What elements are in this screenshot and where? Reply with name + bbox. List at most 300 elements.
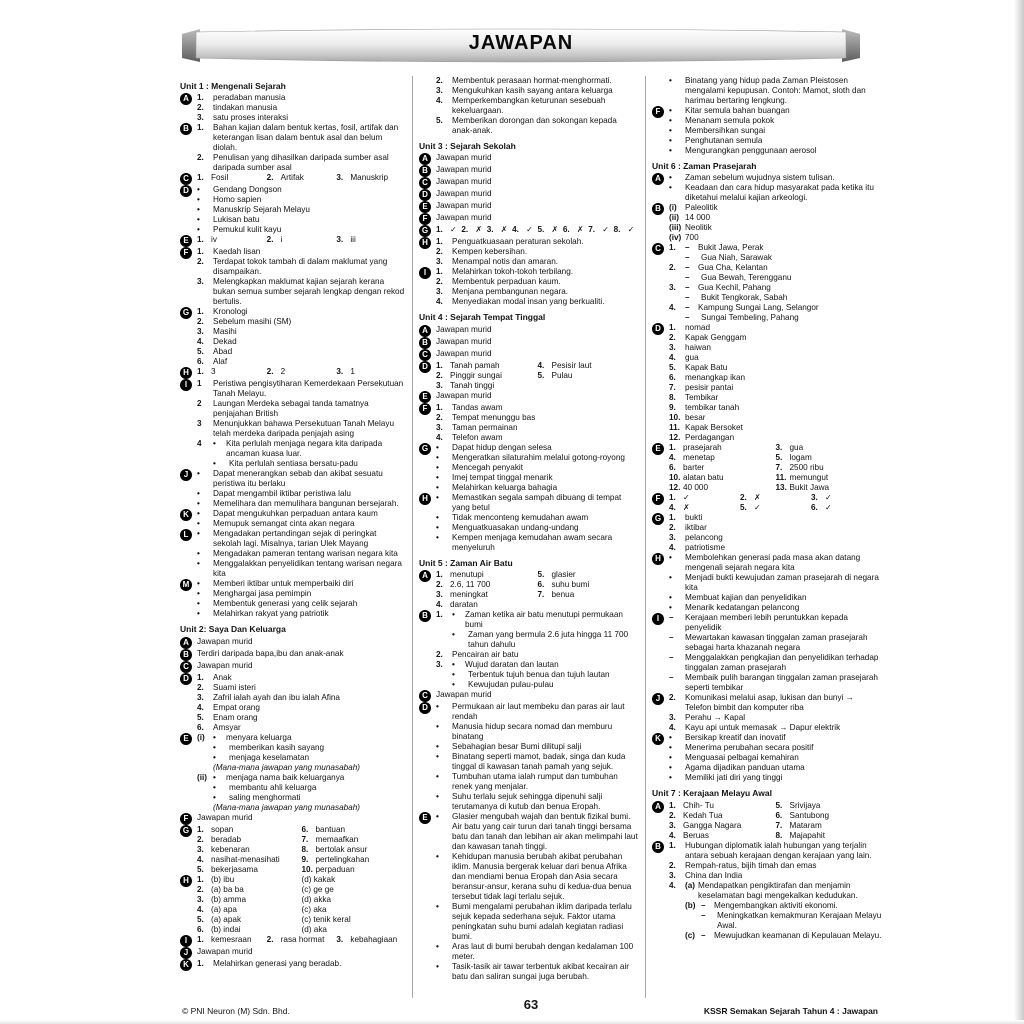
block-content — [436, 76, 639, 136]
line-marker: • — [197, 499, 200, 509]
line-marker: 7. — [537, 590, 545, 600]
answer-line — [436, 297, 639, 307]
answer-text: Mewartakan kawasan tinggalan zaman prasejarah sebagai harta khazanah negara — [685, 633, 868, 653]
line-marker: 6. — [562, 225, 570, 235]
line-marker: • — [436, 472, 439, 482]
answer-line — [197, 549, 406, 559]
continuation-block — [652, 76, 882, 106]
answer-line — [436, 96, 639, 116]
answer-text: Gua Bewah, Terengganu — [701, 273, 792, 283]
answer-text: Fosil — [211, 173, 229, 183]
line-marker: 2. — [669, 693, 676, 703]
answer-line — [436, 610, 639, 630]
answer-text: ✓ — [627, 225, 635, 235]
answer-block-H — [180, 875, 406, 935]
answer-block-B — [419, 337, 639, 349]
answer-text: menangkap ikan — [685, 373, 746, 383]
answer-cell — [197, 845, 302, 855]
answer-line — [197, 637, 406, 647]
letter-badge-A: A — [652, 801, 664, 813]
answer-line — [436, 702, 639, 722]
answer-line — [197, 357, 406, 367]
line-marker: • — [669, 116, 672, 125]
answer-text: rasa hormat — [280, 934, 325, 944]
line-marker: 1. — [436, 402, 443, 412]
block-content — [436, 403, 639, 443]
answer-cell — [302, 905, 407, 915]
answer-cell — [669, 463, 776, 473]
answer-line — [669, 403, 882, 413]
line-marker: 5. — [775, 800, 783, 810]
line-submarker: – — [685, 303, 690, 313]
unit-heading: Unit 4 : Sejarah Tempat Tinggal — [419, 312, 546, 323]
letter-badge-E: E — [419, 391, 431, 403]
answer-line — [436, 413, 639, 423]
answer-line — [197, 529, 406, 549]
line-marker: • — [436, 512, 439, 522]
answer-cell — [740, 503, 811, 513]
answer-text: Sebahagian besar Bumi dilitupi salji — [452, 742, 582, 752]
answer-block-B — [180, 123, 406, 173]
answer-text: Memiliki jati diri yang tinggi — [685, 773, 783, 783]
answer-text: patriotisme — [685, 543, 726, 553]
unit-heading: Unit 5 : Zaman Air Batu — [419, 557, 513, 568]
answer-text: prasejarah — [683, 443, 722, 453]
block-content — [197, 235, 406, 245]
answer-text: Tanah pamah — [450, 360, 500, 370]
answer-cell — [302, 885, 407, 895]
answer-cell — [669, 473, 776, 483]
answer-text: (c) aka — [301, 904, 327, 914]
answer-text: barter — [683, 463, 705, 473]
answer-text: (d) aka — [301, 924, 327, 934]
answer-text: Mendapatkan pengiktirafan dan menjamin keselamatan bagi mengekalkan kedudukan. — [698, 880, 858, 900]
answer-cell — [197, 367, 267, 377]
answer-line — [436, 189, 639, 199]
answer-text: Manuskrip Sejarah Melayu — [213, 205, 310, 215]
answer-text: (Mana-mana jawapan yang munasabah) — [213, 802, 361, 812]
line-submarker: • — [452, 660, 455, 670]
block-content — [436, 177, 639, 187]
answer-text: Tembikar — [685, 393, 719, 403]
answer-text: Kehidupan manusia berubah akibat perubahan iklim. Manusia bergerak keluar dari benua Afrika dan mendiami benua Eropah dan Asia secara beransur-ansur, kerana suhu di kedua-dua benua tersebut tidak lagi terlalu sejuk. — [452, 852, 632, 902]
letter-badge-B: B — [652, 203, 664, 215]
letter-badge-F: F — [419, 213, 431, 225]
answer-cell — [740, 493, 811, 503]
line-marker: 3. — [775, 443, 783, 453]
block-content — [669, 613, 882, 693]
answer-line — [669, 523, 882, 533]
answer-line — [669, 573, 882, 593]
block-content — [669, 553, 882, 613]
answer-text: Tandas awam — [452, 402, 503, 412]
line-marker: 2. — [436, 412, 443, 422]
answer-line — [436, 812, 639, 852]
line-marker: – — [685, 273, 690, 283]
line-marker: 8. — [301, 844, 309, 854]
line-marker: 2. — [197, 682, 204, 692]
answer-line — [669, 831, 882, 841]
answer-block-H — [652, 553, 882, 613]
line-marker: • — [436, 772, 439, 782]
line-marker: 1. — [197, 247, 204, 257]
letter-badge-I: I — [419, 267, 431, 279]
answer-text: Mataram — [789, 820, 822, 830]
answer-text: 14 000 — [685, 213, 711, 223]
answer-text: Jawapan murid — [436, 153, 492, 163]
line-marker: 2. — [436, 277, 443, 287]
answer-text: Bumi mengalami perubahan iklim daripada terlalu sejuk kepada sederhana sejuk. Faktor utama peningkatan suhu bumi adalah kegiatan radiasi bumi. — [452, 902, 632, 942]
answer-block-G — [419, 225, 639, 237]
answer-block-B — [419, 165, 639, 177]
block-content — [197, 469, 406, 509]
answer-text: 2 — [280, 367, 286, 377]
answer-text: Mewujudkan keamanan di Kepulauan Melayu. — [714, 930, 882, 940]
answer-line — [197, 743, 406, 753]
line-marker: 5. — [537, 370, 545, 380]
answer-text: Melahirkan tokoh-tokoh terbilang. — [452, 267, 574, 277]
answer-block-K — [652, 733, 882, 783]
line-marker: 3. — [811, 493, 818, 503]
answer-line — [197, 225, 406, 235]
answer-block-J — [180, 947, 406, 959]
answer-text: Mengadakan pameran tentang warisan negara kita — [213, 549, 398, 559]
letter-badge-K: K — [180, 959, 192, 971]
answer-text: Memberikan dorongan dan sokongan kepada anak-anak. — [452, 116, 617, 135]
block-content — [197, 579, 406, 619]
line-marker: 7. — [775, 463, 783, 473]
answer-line — [197, 733, 406, 743]
answer-block-C — [419, 349, 639, 361]
answer-cell — [776, 463, 883, 473]
answer-block-G — [180, 307, 406, 367]
letter-badge-D: D — [419, 189, 431, 201]
line-marker: 3. — [436, 380, 443, 390]
answer-block-C — [419, 690, 639, 702]
line-marker: 10. — [301, 864, 313, 874]
answer-text: Penguatkuasaan peraturan sekolah. — [452, 237, 584, 247]
answer-block-D — [180, 673, 406, 733]
letter-badge-E: E — [419, 201, 431, 213]
answer-cell — [197, 935, 267, 945]
answer-text: Binatang yang hidup pada Zaman Pleistosen mengalami kepupusan. Contoh: Mamot, sloth dan harimau bertaring lengkung. — [685, 76, 866, 105]
line-marker: (c) — [685, 930, 696, 940]
answer-line — [197, 661, 406, 671]
block-content — [436, 325, 639, 335]
line-marker: • — [436, 902, 439, 912]
answer-block-D — [180, 185, 406, 235]
answer-text: peradaban manusia — [213, 93, 286, 103]
line-marker: 3. — [197, 844, 204, 854]
answer-line — [197, 439, 406, 459]
answer-cell — [538, 580, 640, 590]
answer-text: kemesraan — [211, 934, 252, 944]
answer-text: ✗ — [683, 503, 690, 513]
answer-text: Menghargai jasa pemimpin — [213, 589, 312, 599]
line-marker: 3. — [669, 343, 676, 353]
letter-badge-C: C — [419, 349, 431, 361]
answer-text: (a) apa — [211, 904, 237, 914]
answer-block-D — [652, 323, 882, 443]
line-marker: 7. — [775, 820, 783, 830]
block-content — [197, 935, 406, 945]
answer-line — [436, 902, 639, 942]
answer-line — [436, 670, 639, 680]
answer-line — [669, 881, 882, 901]
block-content — [436, 267, 639, 307]
line-submarker: • — [213, 732, 216, 742]
line-marker: (ii) — [197, 772, 208, 782]
line-marker: 1. — [197, 173, 204, 183]
line-marker: 3. — [436, 287, 443, 297]
answer-cell — [776, 811, 883, 821]
answer-text: Binatang seperti mamot, badak, singa dan kuda tinggal di kawasan tanah pamah yang sejuk. — [452, 752, 626, 772]
answer-text: bertolak ansur — [315, 844, 368, 854]
answer-text: memungut — [789, 473, 829, 483]
answer-text: Jawapan murid — [436, 324, 492, 334]
answer-text: Gua Kechil, Pahang — [698, 283, 771, 293]
answer-text: ✓ — [825, 503, 832, 513]
answer-line — [669, 203, 882, 213]
line-marker: 2. — [436, 370, 443, 380]
line-marker: – — [669, 673, 674, 683]
answer-cell — [811, 493, 882, 503]
letter-badge-B: B — [419, 165, 431, 177]
block-content — [197, 673, 406, 733]
answer-text: haiwan — [685, 343, 711, 353]
answer-text: ✓ — [526, 225, 533, 235]
line-marker: 5. — [436, 116, 443, 125]
answer-text: 40 000 — [683, 483, 709, 493]
answer-block-E — [419, 812, 639, 982]
line-marker: 5. — [197, 347, 204, 357]
answer-text: Dekad — [213, 337, 237, 347]
line-marker: 1. — [669, 800, 676, 810]
letter-badge-D: D — [419, 702, 431, 714]
answer-text: menutupi — [450, 570, 484, 580]
answer-text: 2500 ribu — [789, 463, 824, 473]
line-marker: 3. — [197, 692, 204, 702]
line-marker: 3. — [197, 894, 204, 904]
answer-line — [436, 381, 639, 391]
line-submarker: • — [452, 610, 455, 620]
line-marker: 1. — [197, 958, 204, 968]
answer-block-L — [180, 529, 406, 579]
answer-text: nomad — [685, 323, 711, 333]
line-marker: • — [436, 522, 439, 532]
block-content — [669, 106, 882, 156]
line-marker: 3. — [436, 257, 443, 267]
line-marker: • — [669, 126, 672, 135]
answer-text: memaafkan — [315, 834, 359, 844]
answer-line — [669, 463, 882, 473]
answer-text: Suami isteri — [213, 682, 256, 692]
answer-text: Melahirkan rakyat yang patriotik — [213, 609, 329, 619]
answer-line — [197, 93, 406, 103]
answer-text: Neolitik — [685, 223, 712, 233]
answer-line — [436, 247, 639, 257]
letter-badge-G: G — [419, 443, 431, 455]
answer-line — [669, 343, 882, 353]
block-content — [436, 189, 639, 199]
answer-line — [197, 773, 406, 783]
line-marker: 6. — [537, 580, 545, 590]
block-content — [436, 361, 639, 391]
line-marker: 9. — [301, 854, 309, 864]
answer-text: iii — [350, 235, 356, 245]
answer-cell — [669, 453, 776, 463]
line-marker: • — [669, 753, 672, 763]
block-content — [436, 201, 639, 211]
answer-block-H — [419, 237, 639, 267]
answer-block-I — [419, 267, 639, 307]
letter-badge-D: D — [180, 673, 192, 685]
answer-text: Membentuk perpaduan kaum. — [452, 277, 561, 287]
answer-cell — [436, 580, 538, 590]
line-marker: • — [436, 962, 439, 972]
answer-text: Bukit Jawa — [789, 483, 830, 493]
answer-text: pertelingkahan — [315, 854, 370, 864]
answer-line — [669, 513, 882, 523]
answer-block-I — [180, 379, 406, 469]
answer-line — [197, 153, 406, 173]
answer-block-E — [180, 733, 406, 813]
line-marker: 2. — [436, 247, 443, 257]
line-marker: 1. — [197, 367, 204, 377]
answer-cell — [538, 570, 640, 580]
answer-text: Suhu terlalu sejuk sehingga dipenuhi salji terutamanya di kutub dan benua Eropah. — [452, 792, 603, 812]
answer-cell — [197, 905, 302, 915]
answer-line — [669, 76, 882, 106]
answer-line — [197, 609, 406, 619]
answer-text: ✗ — [500, 225, 508, 235]
answer-line — [197, 347, 406, 357]
answer-text: ✓ — [450, 225, 457, 235]
answer-line — [197, 235, 406, 245]
answer-text: Memberi iktibar untuk memperbaiki diri — [213, 579, 354, 589]
answer-text: Tumbuhan utama ialah rumput dan tumbuhan renek yang menjalar. — [452, 772, 618, 792]
answer-line — [669, 453, 882, 463]
answer-text: Menampal notis dan amaran. — [452, 257, 559, 267]
answer-line — [436, 483, 639, 493]
answer-line — [436, 433, 639, 443]
answer-line — [669, 911, 882, 931]
line-marker: 3. — [669, 870, 676, 880]
line-marker: 2. — [461, 225, 469, 235]
answer-text: (a) ba ba — [211, 884, 244, 894]
answer-line — [197, 519, 406, 529]
letter-badge-K: K — [180, 509, 192, 521]
line-marker: • — [436, 742, 439, 752]
line-marker: 1. — [197, 235, 204, 245]
letter-badge-B: B — [652, 841, 664, 853]
answer-block-D — [419, 361, 639, 391]
answer-line — [436, 792, 639, 812]
answer-line — [197, 367, 406, 377]
page-number: 63 — [523, 997, 539, 1012]
answer-block-D — [419, 702, 639, 812]
answer-text: ✗ — [551, 225, 559, 235]
answer-line — [669, 473, 882, 483]
line-marker: – — [669, 633, 674, 643]
line-marker: • — [197, 469, 200, 479]
line-marker: 10. — [669, 473, 681, 483]
answer-line — [436, 153, 639, 163]
letter-badge-G: G — [180, 307, 192, 319]
answer-line — [197, 959, 406, 969]
answer-block-G — [180, 825, 406, 875]
answer-text: Amsyar — [213, 722, 241, 732]
answer-cell — [197, 865, 302, 875]
answer-text: menetap — [683, 453, 715, 463]
line-marker: • — [669, 146, 672, 155]
answer-line — [669, 603, 882, 613]
letter-badge-L: L — [180, 529, 192, 541]
answer-text: (Mana-mana jawapan yang munasabah) — [213, 762, 361, 772]
answer-cell — [302, 835, 407, 845]
answer-line — [436, 76, 639, 86]
line-submarker: – — [685, 243, 690, 253]
answer-text: logam — [789, 453, 812, 463]
line-marker: • — [452, 670, 455, 680]
column-divider — [645, 76, 646, 998]
answer-line — [436, 237, 639, 247]
line-marker: 4. — [669, 303, 676, 313]
answer-line — [669, 533, 882, 543]
line-marker: • — [669, 773, 672, 783]
answer-line — [197, 763, 406, 773]
answer-text: menyara keluarga — [226, 732, 292, 742]
letter-badge-G: G — [652, 513, 664, 525]
answer-text: Membuat kajian dan penyelidikan — [685, 593, 807, 603]
answer-text: Memperkembangkan keturunan sesebuah kekeluargaan. — [452, 96, 606, 115]
answer-cell — [197, 235, 267, 245]
block-content — [669, 493, 882, 513]
answer-line — [669, 106, 882, 116]
answer-text: Mengurangkan penggunaan aerosol — [685, 146, 817, 155]
answer-cell — [563, 225, 588, 235]
answer-line — [669, 383, 882, 393]
answer-block-B — [652, 841, 882, 941]
line-marker: – — [685, 313, 690, 323]
answer-line — [669, 213, 882, 223]
answer-text: Membaik pulih barangan tinggalan zaman prasejarah seperti tembikar — [685, 673, 878, 693]
answer-line — [436, 201, 639, 211]
answer-cell — [538, 590, 640, 600]
answer-text: saling menghormati — [229, 792, 301, 802]
answer-cell — [302, 855, 407, 865]
answer-block-D — [419, 189, 639, 201]
answer-line — [197, 683, 406, 693]
line-marker: 3. — [336, 173, 344, 183]
answer-cell — [302, 925, 407, 935]
answer-cell — [302, 845, 407, 855]
answer-text: Permukaan air laut membeku dan paras air laut rendah — [452, 702, 625, 722]
block-content — [197, 93, 406, 123]
line-marker: 1. — [197, 874, 204, 884]
answer-text: Peristiwa pengisytiharan Kemerdekaan Persekutuan Tanah Melayu. — [213, 379, 404, 399]
block-content — [197, 367, 406, 377]
answer-line — [669, 183, 882, 203]
answer-text: Mengukuhkan kasih sayang antara keluarga — [452, 86, 613, 95]
line-submarker: – — [685, 283, 690, 293]
answer-text: ✗ — [475, 225, 483, 235]
answer-block-B — [652, 203, 882, 243]
answer-cell — [487, 225, 512, 235]
answer-line — [669, 363, 882, 373]
answer-text: Kapak Genggam — [685, 333, 747, 343]
answer-cell — [267, 235, 337, 245]
